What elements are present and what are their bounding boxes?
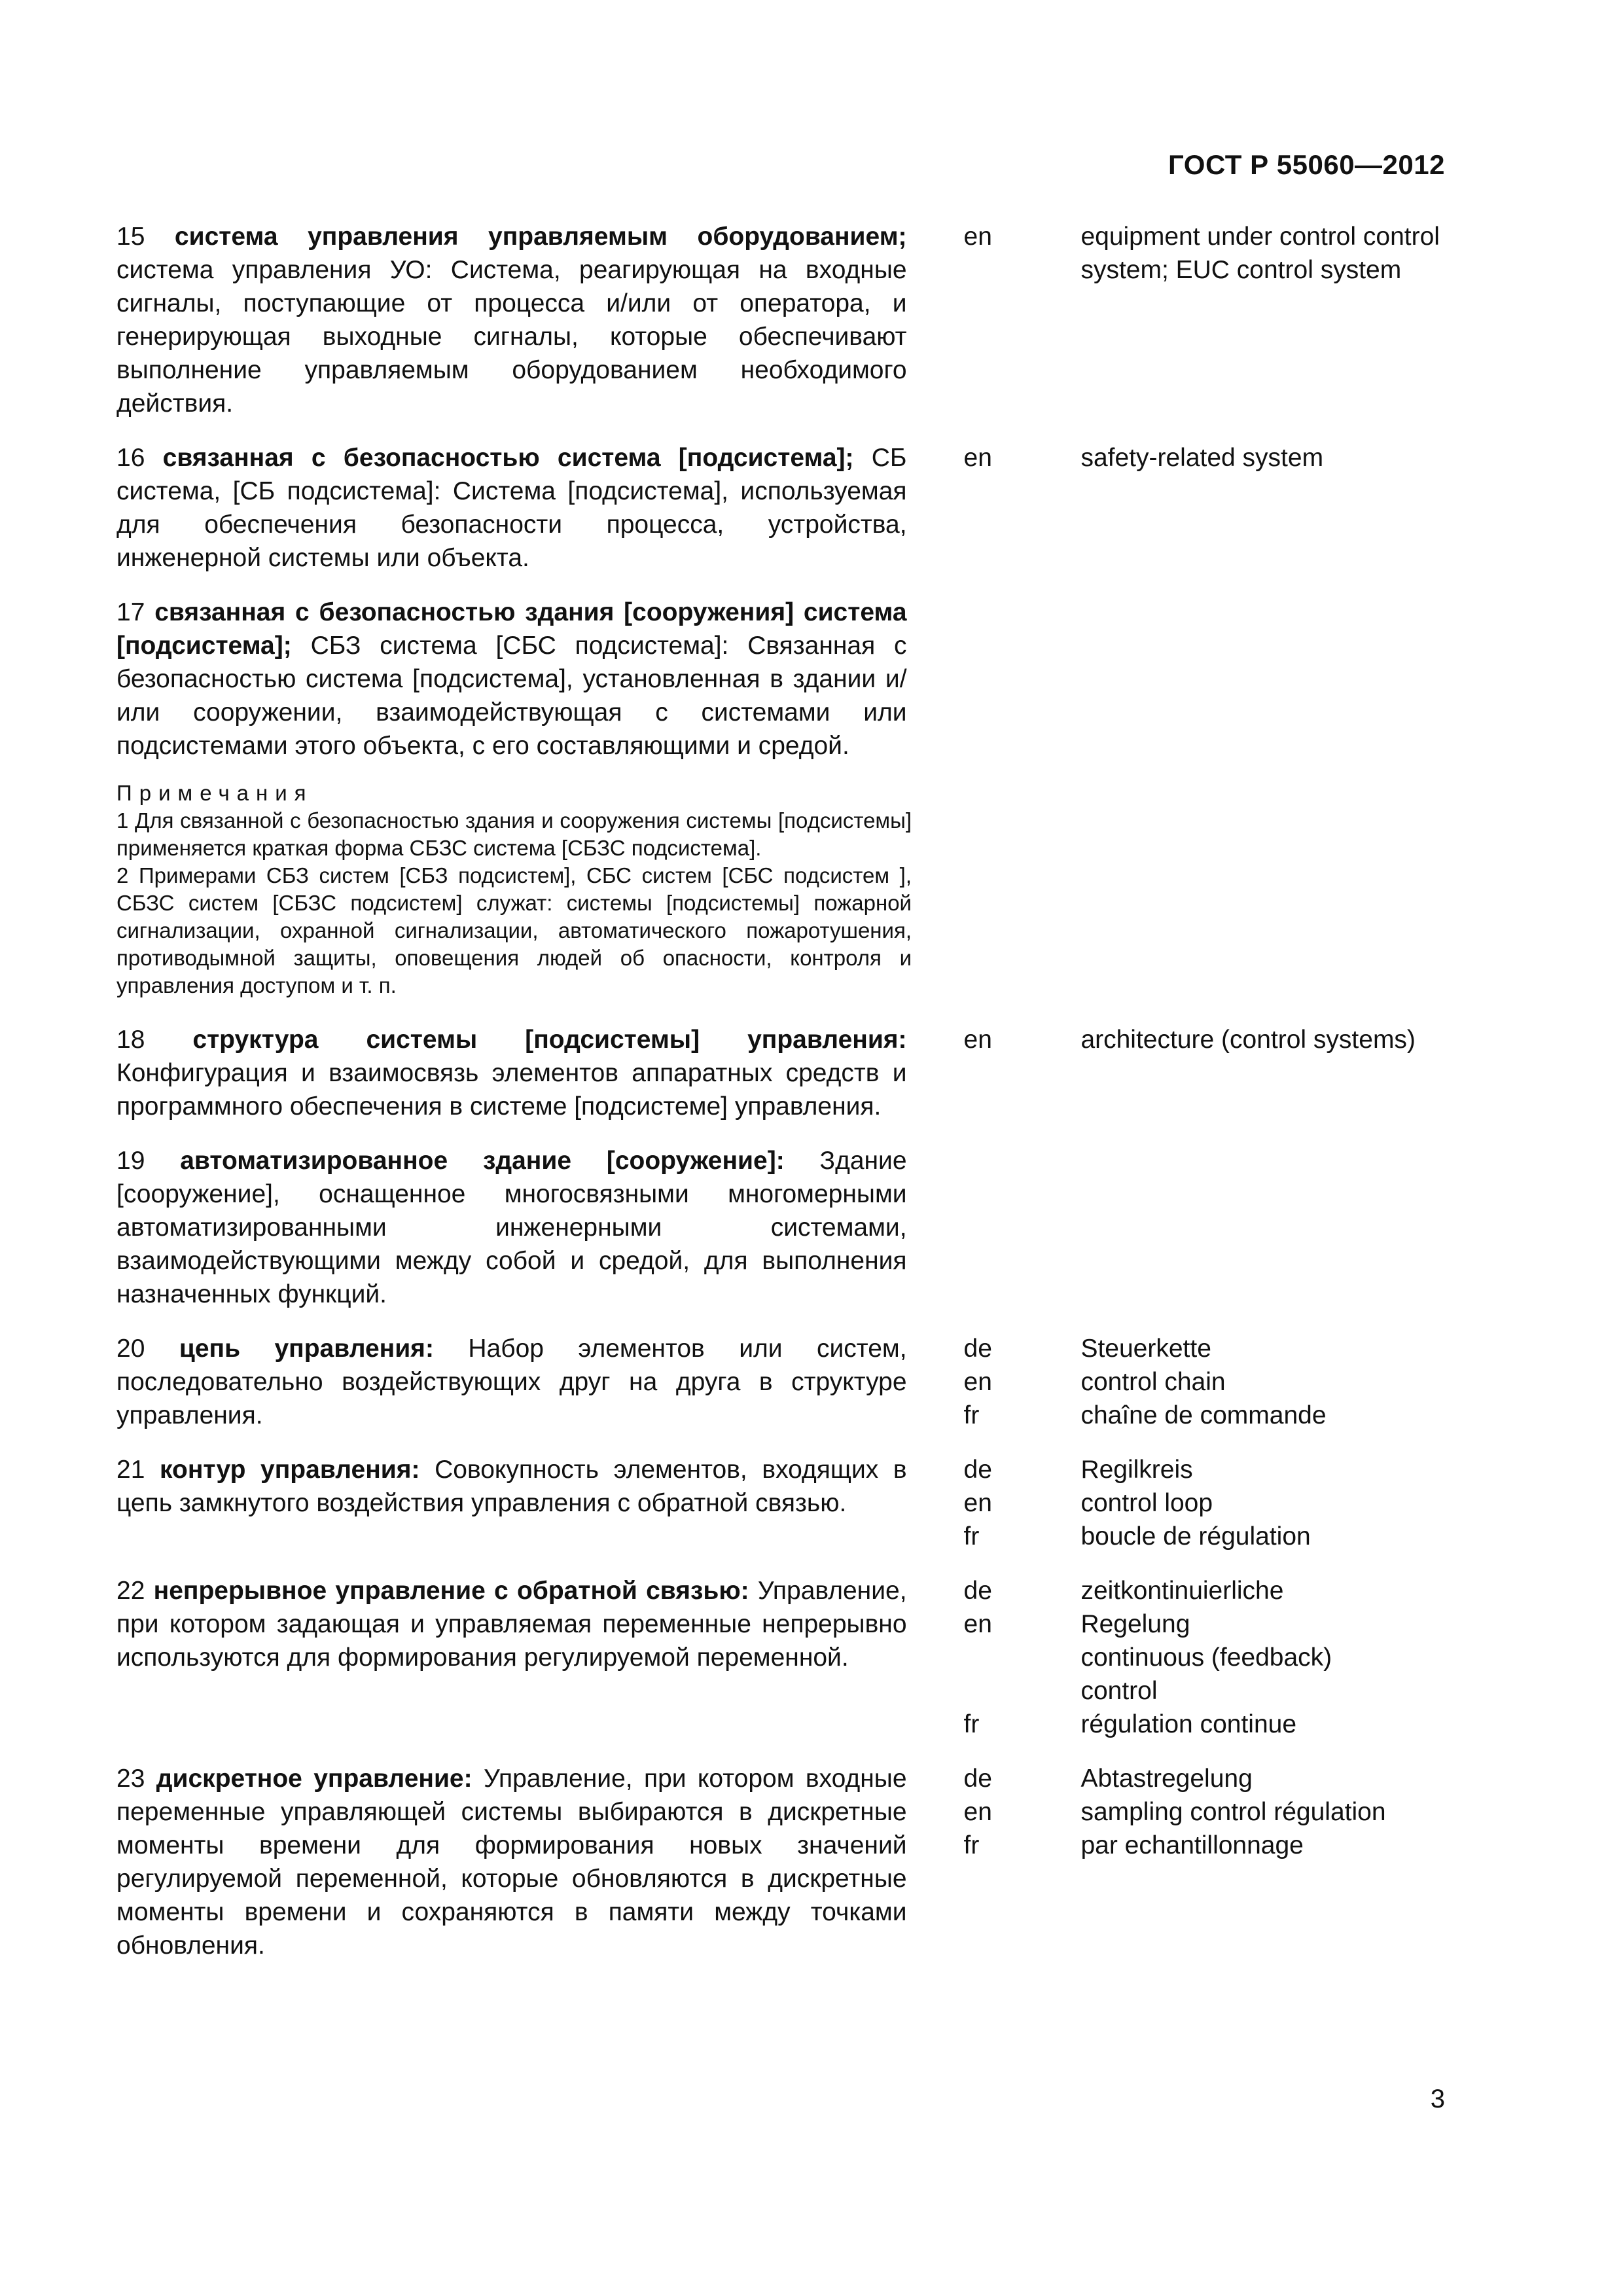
language-code: en [963,1026,992,1054]
page-number: 3 [1430,2085,1445,2113]
term-name: система управления управляемым оборудованием; [174,223,907,251]
term-number: 20 [116,1335,145,1363]
language-codes [964,441,1081,575]
definition-text: Набор элементов или систем, последовательно воздействующих друг на друга в структуре управления. [116,1335,907,1429]
definition-text: Конфигурация и взаимосвязь элементов аппаратных средств и программного обеспечения в системе [подсистеме] управления. [116,1059,907,1121]
term-entry [116,1144,1445,1311]
notes-title: Примечания [116,781,313,805]
term-name: автоматизированное здание [сооружение]: [180,1147,785,1175]
foreign-equivalents [1080,441,1445,575]
note-item: 1 Для связанной с безопасностью здания и сооружения системы [подсистемы] применяется краткая форма СБЗС система [СБЗС подсистема]. [116,808,912,860]
equivalent-term: boucle de régulation [1080,1522,1311,1551]
term-name: непрерывное управление с обратной связью: [153,1577,749,1605]
term-name: связанная с безопасностью система [подсистема]; [162,444,854,472]
foreign-equivalents [1080,1762,1445,1962]
language-code [964,1641,1081,1674]
document-header: ГОСТ Р 55060—2012 [1168,149,1445,180]
terms-list [116,220,1445,1983]
definition-text: СБ система, [СБ подсистема]: Система [подсистема], используемая для обеспечения безопасности процесса, устройства, инженерной системы или объекта. [116,444,907,572]
equivalent-term: architecture (control systems) [1080,1026,1416,1054]
term-definition [116,1453,907,1553]
term-entry [116,220,1445,420]
term-number: 17 [116,598,145,626]
language-code: en [963,1798,992,1826]
foreign-equivalents [1080,596,1445,762]
language-code: de [963,1456,992,1484]
equivalent-term: régulation continue [1080,1710,1297,1738]
definition-text: Здание [сооружение], оснащенное многосвязными многомерными автоматизированными инженерными системами, взаимодействующими между собой и средой, для выполнения назначенных функций. [116,1147,907,1308]
foreign-equivalents [1080,1332,1445,1432]
term-name: контур управления: [160,1456,420,1484]
language-code: en [963,1610,992,1638]
term-definition [116,1574,907,1741]
term-name: цепь управления: [179,1335,434,1363]
language-codes [964,596,1081,762]
equivalent-term: Regelung [1080,1610,1190,1638]
term-number: 16 [116,444,145,472]
term-name: связанная с безопасностью здания [сооружения] система [подсистема]; [116,598,907,660]
equivalent-term: Abtastregelung [1080,1765,1253,1793]
term-entry [116,1762,1445,1962]
term-number: 22 [116,1577,145,1605]
equivalent-term: chaîne de commande [1080,1401,1327,1429]
language-codes [964,1332,1081,1432]
term-entry [116,1332,1445,1432]
term-name: структура системы [подсистемы] управления: [192,1026,907,1054]
language-code: fr [963,1831,980,1859]
language-code: fr [963,1401,980,1429]
language-code: fr [963,1710,980,1738]
language-code: de [963,1577,992,1605]
term-definition [116,1762,907,1962]
definition-text: СБЗ система [СБС подсистема]: Связанная с безопасностью система [подсистема], установленная в здании и/или сооружении, взаимодействующая с системами или подсистемами этого объекта, с его составляющими и средой. [116,632,907,760]
note-item: 2 Примерами СБЗ систем [СБЗ подсистем], СБС систем [СБС подсистем ], СБЗС систем [СБЗС подсистем] служат: системы [подсистемы] пожарной сигнализации, охранной сигнализации, автоматического пожаротушения, противодымной защиты, оповещения людей об опасности, контроля и управления доступом и т. п. [116,863,912,997]
language-codes [964,1762,1081,1962]
language-code: fr [963,1522,980,1551]
language-code: en [963,1368,992,1396]
term-definition [116,596,907,762]
term-definition [116,1023,907,1123]
equivalent-term: continuous (feedback) [1080,1643,1332,1672]
notes-block [116,780,912,999]
foreign-equivalents [1080,1574,1445,1741]
term-number: 15 [116,223,145,251]
term-number: 21 [116,1456,145,1484]
language-codes [964,1453,1081,1553]
term-definition [116,1144,907,1311]
definition-text: Управление, при котором входные переменные управляющей системы выбираются в дискретные моменты времени для формирования новых значений регулируемой переменной, которые обновляются в дискретные моменты времени и сохраняются в памяти между точками обновления. [116,1765,907,1960]
language-code: de [963,1335,992,1363]
term-definition [116,1332,907,1432]
term-name: дискретное управление: [156,1765,473,1793]
language-code: en [963,223,992,251]
definition-text: Управление, при котором задающая и управляемая переменные непрерывно используются для формирования регулируемой переменной. [116,1577,907,1672]
equivalent-term: Steuerkette [1080,1335,1211,1363]
language-codes [964,1574,1081,1741]
foreign-equivalents [1080,1453,1445,1553]
equivalent-term: control loop [1080,1489,1213,1517]
term-number: 18 [116,1026,145,1054]
equivalent-term: Regilkreis [1080,1456,1193,1484]
term-entry [116,596,1445,762]
term-entry [116,1023,1445,1123]
language-codes [964,1144,1081,1311]
language-codes [964,220,1081,420]
term-entry [116,1574,1445,1741]
definition-text: система управления УО: Система, реагирующая на входные сигналы, поступающие от процесса и/или от оператора, и генерирующая выходные сигналы, которые обеспечивают выполнение управляемым оборудованием необходимого действия. [116,256,907,418]
equivalent-term: control chain [1080,1368,1226,1396]
term-definition [116,441,907,575]
equivalent-term: zeitkontinuierliche [1080,1577,1284,1605]
term-definition [116,220,907,420]
equivalent-term: par echantillonnage [1080,1831,1304,1859]
language-code: en [963,444,992,472]
definition-text: Совокупность элементов, входящих в цепь замкнутого воздействия управления с обратной связью. [116,1456,907,1517]
term-number: 19 [116,1147,145,1175]
foreign-equivalents [1080,1023,1445,1123]
equivalent-term: equipment under control control system; EUC control system [1080,223,1440,284]
foreign-equivalents [1080,1144,1445,1311]
language-code: en [963,1489,992,1517]
term-number: 23 [116,1765,145,1793]
foreign-equivalents [1080,220,1445,420]
language-code: de [963,1765,992,1793]
equivalent-term: sampling control régulation [1080,1798,1386,1826]
equivalent-term: safety-related system [1080,444,1324,472]
term-entry [116,1453,1445,1553]
equivalent-term: control [1080,1677,1158,1705]
term-entry [116,441,1445,575]
language-code [964,1674,1081,1708]
language-codes [964,1023,1081,1123]
